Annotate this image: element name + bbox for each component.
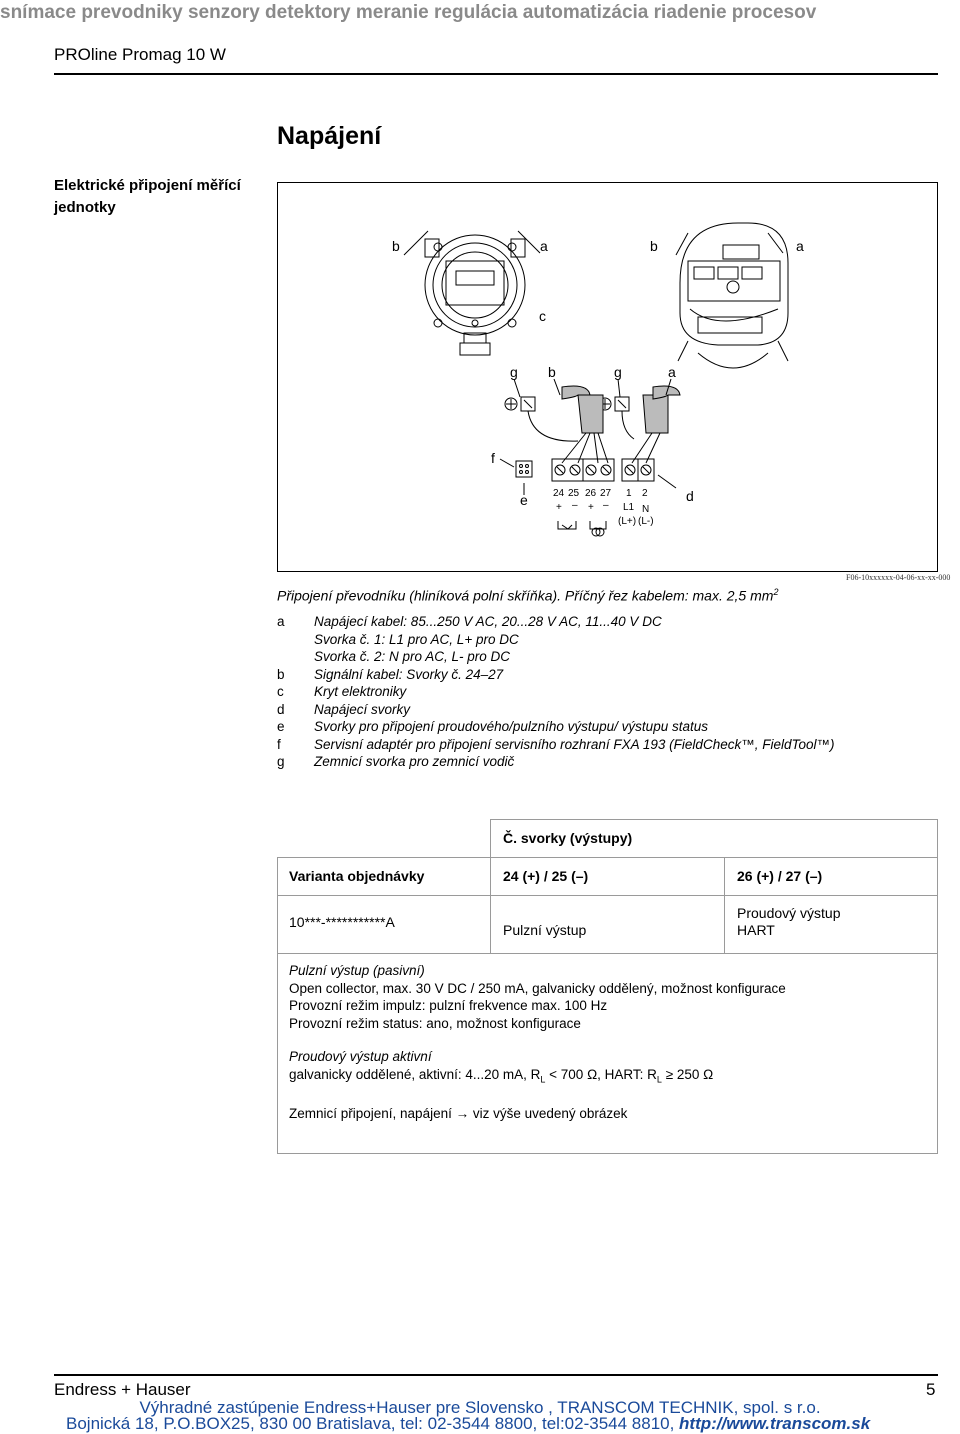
- legend-key: f: [277, 736, 281, 752]
- table-row: [278, 858, 938, 896]
- output-notes: [289, 962, 786, 1122]
- dealer-url-link[interactable]: http://www.transcom.sk: [679, 1414, 871, 1433]
- polarity-26: +: [588, 502, 594, 513]
- pulse-title: Pulzní výstup (pasivní): [289, 963, 425, 978]
- label-a-open: a: [796, 238, 804, 254]
- dealer-banner: snímace prevodniky senzory detektory meranie regulácia automatizácia riadenie procesov: [0, 2, 817, 23]
- footer-company: Endress + Hauser: [54, 1380, 191, 1399]
- legend-value: Kryt elektroniky: [314, 684, 407, 699]
- page-number: 5: [926, 1380, 936, 1399]
- label-b-open: b: [650, 238, 658, 254]
- table-row: [278, 820, 938, 858]
- label-e: e: [520, 492, 528, 508]
- output-2-line-2: HART: [737, 922, 775, 938]
- pulse-line-3: Provozní režim status: ano, možnost konfigurace: [289, 1015, 581, 1031]
- output-2-line-1: Proudový výstup: [737, 905, 841, 921]
- legend-value: Svorky pro připojení proudového/pulzního výstupu/ výstupu status: [314, 719, 708, 734]
- table-cell-empty: [278, 820, 491, 858]
- legend-key: [277, 648, 314, 666]
- ground-terminal-left: [505, 397, 535, 411]
- label-f: f: [491, 450, 495, 466]
- legend-item: [277, 648, 937, 666]
- dealer-line-1: Výhradné zastúpenie Endress+Hauser pre Slovensko , TRANSCOM TECHNIK, spol. s r.o.: [139, 1398, 821, 1417]
- legend-key: d: [277, 701, 285, 717]
- terminal-24: 24: [553, 488, 565, 499]
- terminal-1: 1: [626, 488, 632, 499]
- polarity-25: –: [572, 500, 578, 511]
- label-b-front: b: [392, 238, 400, 254]
- section-title: Napájení: [277, 122, 382, 150]
- table-header-terminals-24-25: 24 (+) / 25 (–): [491, 858, 725, 896]
- label-g-right: g: [614, 364, 622, 380]
- figure-id: F06-10xxxxxx-04-06-xx-xx-000: [846, 573, 951, 582]
- pulse-line-1: Open collector, max. 30 V DC / 250 mA, galvanicky oddělený, možnost konfigurace: [289, 980, 786, 996]
- terminal-26: 26: [585, 488, 597, 499]
- legend-item: [277, 631, 937, 649]
- terminal-lplus-label: (L+): [618, 516, 637, 527]
- label-a-power: a: [668, 364, 676, 380]
- wiring-figure: [277, 182, 938, 572]
- current-title: Proudový výstup aktivní: [289, 1049, 432, 1064]
- terminal-25: 25: [568, 488, 580, 499]
- label-a-front: a: [540, 238, 548, 254]
- legend-key: a: [277, 614, 285, 629]
- terminal-n-label: N: [642, 504, 650, 515]
- table-cell-output-2: [725, 896, 938, 954]
- dealer-line-2: Bojnická 18, P.O.BOX25, 830 00 Bratislava, tel: 02-3544 8800, tel:02-3544 8810, http://www.transcom.sk: [66, 1414, 871, 1433]
- table-header-terminals-26-27: 26 (+) / 27 (–): [725, 858, 938, 896]
- legend-key: [277, 631, 314, 649]
- legend-key: c: [277, 684, 284, 699]
- polarity-24: +: [556, 502, 562, 513]
- figure-caption: [277, 587, 778, 604]
- service-adapter: [516, 461, 532, 477]
- legend-value: Svorka č. 2: N pro AC, L- pro DC: [314, 649, 511, 664]
- legend-item: [277, 701, 937, 719]
- legend-key: b: [277, 666, 285, 682]
- table-cell-variant: [278, 896, 491, 954]
- signal-terminal-block: [552, 459, 614, 481]
- legend-key: g: [277, 754, 285, 769]
- table-group-header: Č. svorky (výstupy): [491, 820, 938, 858]
- terminal-lminus-label: (L-): [638, 516, 654, 527]
- housing-open-view: [678, 223, 788, 368]
- caption-superscript: 2: [773, 587, 779, 597]
- legend-item: [277, 753, 937, 771]
- power-cable: [632, 386, 680, 463]
- legend-item: [277, 666, 937, 684]
- caption-text: Připojení převodníku (hliníková polní skříňka). Příčný řez kabelem: max. 2,5 mm: [277, 587, 774, 604]
- variant-code: 10***-***********A: [289, 914, 395, 930]
- label-c: c: [539, 308, 546, 324]
- legend-value: Napájecí svorky: [314, 701, 411, 717]
- legend-value: Napájecí kabel: 85...250 V AC, 20...28 V AC, 11...40 V DC: [314, 614, 662, 629]
- legend-value: Signální kabel: Svorky č. 24–27: [314, 666, 504, 682]
- power-terminal-block: [622, 459, 654, 481]
- legend-value: Servisní adaptér pro připojení servisního rozhraní FXA 193 (FieldCheck™, FieldTool™): [314, 736, 835, 752]
- legend-key: e: [277, 719, 285, 734]
- terminal-l1-label: L1: [623, 502, 635, 513]
- document-title: PROline Promag 10 W: [54, 45, 226, 64]
- wiring-diagram: [278, 183, 939, 573]
- figure-legend: [277, 613, 937, 771]
- header-rule: [54, 73, 938, 75]
- pulse-line-2: Provozní režim impulz: pulzní frekvence max. 100 Hz: [289, 998, 608, 1013]
- legend-value: Zemnicí svorka pro zemnicí vodič: [314, 754, 515, 769]
- table-cell-output-1: Pulzní výstup: [491, 896, 725, 954]
- legend-item: [277, 613, 937, 631]
- current-line: galvanicky oddělené, aktivní: 4...20 mA, $R_L < 700$ Ω, HART: $R_L \ge 250$ Ω: [289, 1066, 714, 1085]
- housing-front-view: [425, 235, 525, 355]
- signal-cable: [562, 386, 608, 463]
- terminal-27: 27: [600, 488, 612, 499]
- side-label: Elektrické připojení měřící jednotky: [54, 177, 241, 216]
- legend-value: Svorka č. 1: L1 pro AC, L+ pro DC: [314, 631, 519, 647]
- label-g-left: g: [510, 364, 518, 380]
- legend-item: [277, 683, 937, 701]
- legend-item: [277, 736, 937, 754]
- footer-rule: [54, 1374, 938, 1376]
- polarity-27: –: [603, 500, 609, 511]
- legend-item: [277, 718, 937, 736]
- table-header-variant: Varianta objednávky: [278, 858, 491, 896]
- terminal-2: 2: [642, 488, 648, 499]
- ground-note: Zemnicí připojení, napájení → viz výše uvedený obrázek: [289, 1105, 628, 1121]
- table-row: [278, 896, 938, 954]
- label-b-signal: b: [548, 364, 556, 380]
- label-d: d: [686, 488, 694, 504]
